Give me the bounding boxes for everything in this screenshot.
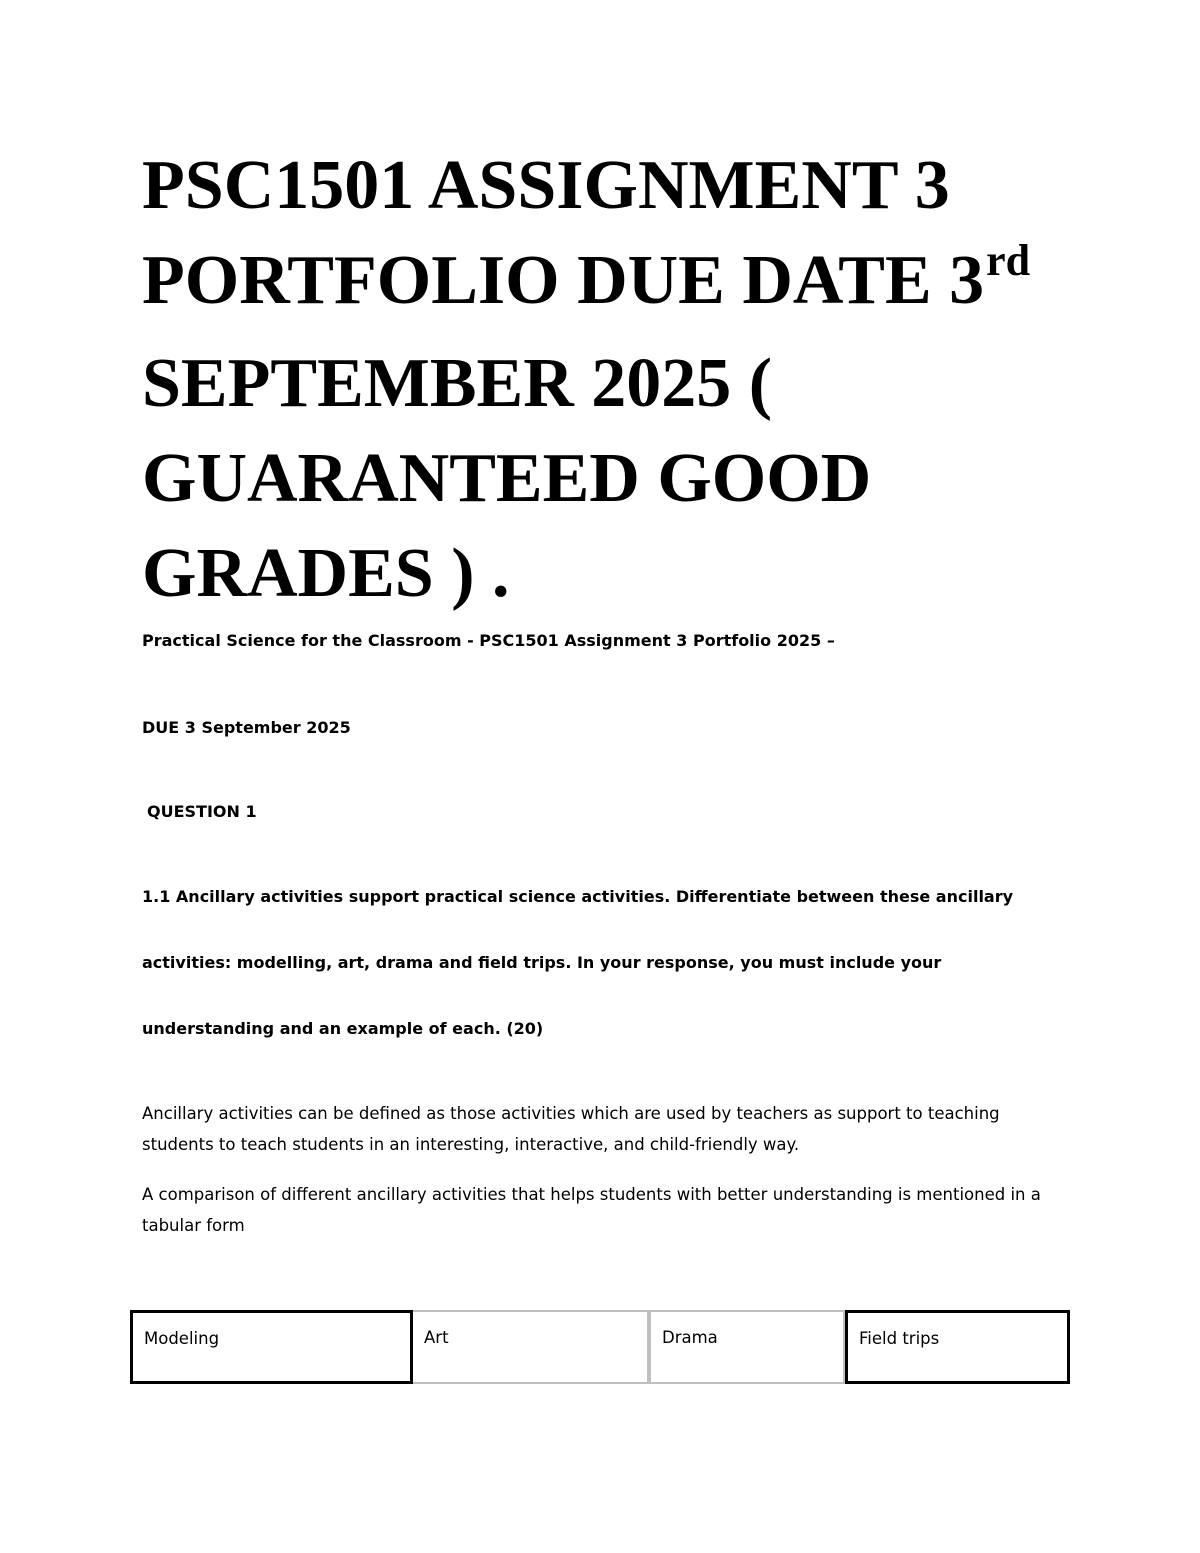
table-header-drama: Drama [649, 1310, 845, 1384]
title-line-3: SEPTEMBER 2025 ( [142, 345, 773, 422]
table-header-field-trips: Field trips [845, 1310, 1070, 1384]
question-1-1-line-2: activities: modelling, art, drama and field trips. In your response, you must include your [142, 953, 942, 972]
question-1-1-line-3: understanding and an example of each. (20) [142, 1019, 544, 1038]
comparison-table-header-row [130, 1310, 1070, 1384]
due-date: DUE 3 September 2025 [142, 718, 351, 737]
title-line-4: GUARANTEED GOOD [142, 440, 872, 517]
question-heading: QUESTION 1 [147, 802, 257, 821]
question-1-1-line-1: 1.1 Ancillary activities support practical science activities. Differentiate between these ancillary [142, 887, 1014, 906]
answer-paragraph-2: A comparison of different ancillary activities that helps students with better understanding is mentioned in a tabular form [142, 1185, 1041, 1235]
table-header-art: Art [413, 1310, 649, 1384]
document-title [142, 138, 1142, 621]
title-ordinal-suffix: rd [986, 236, 1031, 285]
title-line-2 [142, 233, 1142, 336]
title-line-2-text: PORTFOLIO DUE DATE 3 [142, 242, 985, 319]
answer-paragraph-1: Ancillary activities can be defined as those activities which are used by teachers as support to teaching students to teach students in an interesting, interactive, and child-friendly way. [142, 1104, 1000, 1154]
document-subtitle: Practical Science for the Classroom - PSC1501 Assignment 3 Portfolio 2025 – [142, 631, 835, 650]
title-line-5: GRADES ) . [142, 535, 510, 612]
table-header-modeling: Modeling [130, 1310, 413, 1384]
title-line-1: PSC1501 ASSIGNMENT 3 [142, 147, 950, 224]
